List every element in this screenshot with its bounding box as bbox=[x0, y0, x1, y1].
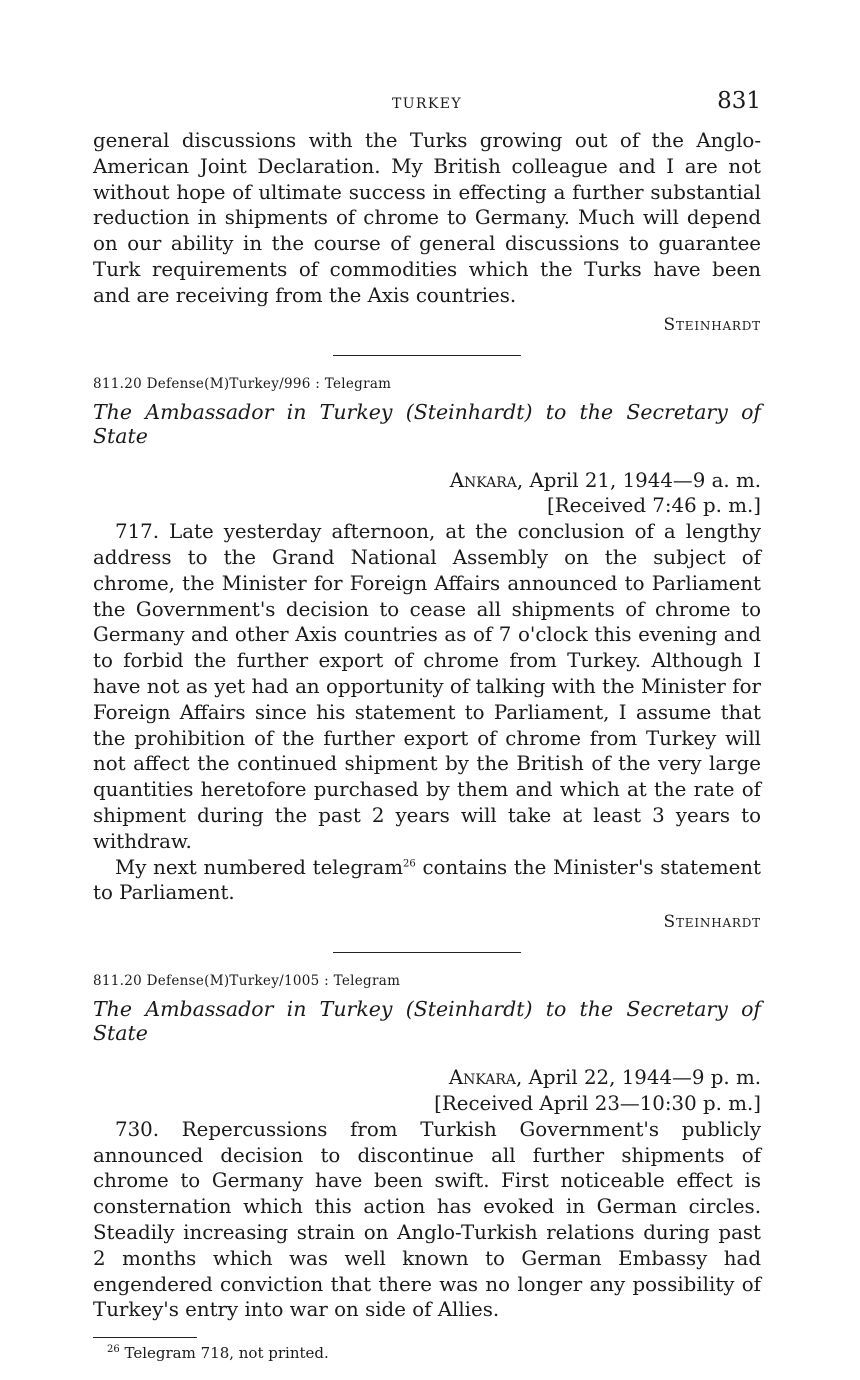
footnote-mark: 26 bbox=[107, 1344, 120, 1356]
telegram-paragraph: 717. Late yesterday afternoon, at the conclusion of a lengthy address to the Grand National Assembly on the subject of chrome, the Minister for Foreign Affairs announced to Parliament the Government's decision to cease all shipments of chrome to Germany and other Axis countries as of 7 o'clock this evening and to forbid the further export of chrome from Turkey. Although I have not as yet had an opportunity of talking with the Minister for Foreign Affairs since his statement to Parliament, I assume that the prohibition of the further export of chrome from Turkey will not affect the continued shipment by the British of the very large quantities heretofore purchased by them and which at the rate of shipment during the past 2 years will take at least 3 years to withdraw. bbox=[93, 520, 761, 853]
dateline bbox=[93, 1065, 761, 1117]
footnote bbox=[107, 1344, 761, 1362]
signature: Steinhardt bbox=[663, 912, 761, 933]
continuation-paragraph: general discussions with the Turks growing out of the Anglo-American Joint Declaration. My British colleague and I are not without hope of ultimate success in effecting a further substantial reduction in shipments of chrome to Germany. Much will depend on our ability in the course of general discussions to guarantee Turk requirements of commodities which the Turks have been and are receiving from the Axis countries. bbox=[93, 129, 761, 307]
dateline-date: , April 21, 1944—9 a. m. bbox=[516, 468, 761, 492]
received-line: [Received April 23—10:30 p. m.] bbox=[434, 1091, 761, 1115]
dateline-place: Ankara bbox=[448, 1066, 517, 1090]
document-title: The Ambassador in Turkey (Steinhardt) to the Secretary of State bbox=[93, 997, 761, 1046]
section-divider bbox=[333, 952, 521, 953]
received-line: [Received 7:46 p. m.] bbox=[547, 494, 761, 518]
document-page bbox=[93, 84, 761, 1362]
document-reference: 811.20 Defense(M)Turkey/996 : Telegram bbox=[93, 375, 392, 392]
page-number: 831 bbox=[717, 88, 761, 114]
dateline bbox=[93, 468, 761, 520]
paragraph-text: contains the Minister's statement to Parliament. bbox=[93, 855, 761, 905]
footnote-text: Telegram 718, not printed. bbox=[119, 1344, 329, 1363]
paragraph-text: My next numbered telegram bbox=[115, 855, 403, 879]
page-header bbox=[93, 84, 761, 128]
telegram-paragraph: 730. Repercussions from Turkish Government's publicly announced decision to discontinue all further shipments of chrome to Germany have been swift. First noticeable effect is consternation which this action has evoked in German circles. Steadily increasing strain on Anglo-Turkish relations during past 2 months which was well known to German Embassy had engendered conviction that there was no longer any possibility of Turkey's entry into war on side of Allies. bbox=[93, 1117, 761, 1322]
document-title: The Ambassador in Turkey (Steinhardt) to the Secretary of State bbox=[93, 399, 761, 448]
document-reference: 811.20 Defense(M)Turkey/1005 : Telegram bbox=[93, 973, 401, 990]
dateline-date: , April 22, 1944—9 p. m. bbox=[516, 1066, 761, 1090]
signature: Steinhardt bbox=[663, 314, 761, 335]
section-divider bbox=[333, 355, 521, 356]
telegram-paragraph bbox=[93, 855, 761, 907]
footnote-divider bbox=[93, 1337, 197, 1338]
dateline-place: Ankara bbox=[449, 468, 517, 492]
running-title: TURKEY bbox=[392, 96, 462, 112]
footnote-reference: 26 bbox=[403, 857, 416, 869]
